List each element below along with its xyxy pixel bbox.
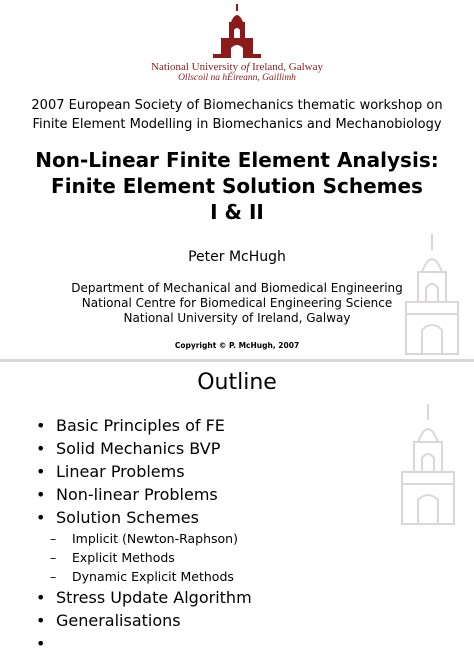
list-item: • Solution Schemes — [36, 508, 199, 527]
list-item: • Basic Principles of FE — [36, 416, 225, 435]
sub-list-item: – Implicit (Newton-Raphson) — [50, 531, 238, 546]
bullet-icon: • — [36, 485, 46, 504]
list-item: • Linear Problems — [36, 462, 185, 481]
bullet-icon: • — [36, 588, 46, 607]
list-item: • Generalisations — [36, 611, 181, 630]
bullet-icon: • — [36, 634, 46, 653]
sub-list-item: – Explicit Methods — [50, 550, 175, 565]
list-item: • Stress Update Algorithm — [36, 588, 252, 607]
dash-icon: – — [50, 569, 57, 584]
university-logo — [0, 4, 474, 83]
slide-title — [0, 147, 474, 225]
title-line: Finite Element Solution Schemes — [51, 174, 423, 198]
bullet-icon: • — [36, 462, 46, 481]
affiliation-line: Department of Mechanical and Biomedical Engineering — [71, 281, 403, 295]
dash-icon: – — [50, 550, 57, 565]
university-name: National University of Ireland, Galway — [151, 61, 323, 73]
tower-crest-icon — [207, 4, 267, 60]
bullet-icon: • — [36, 508, 46, 527]
outline-slide — [0, 362, 474, 653]
workshop-heading — [0, 96, 474, 134]
workshop-line: 2007 European Society of Biomechanics thematic workshop on — [31, 98, 443, 113]
outline-title: Outline — [197, 370, 277, 395]
author-name: Peter McHugh — [188, 249, 286, 265]
list-item: • Non-linear Problems — [36, 485, 218, 504]
dash-icon: – — [50, 531, 57, 546]
affiliation-line: National University of Ireland, Galway — [123, 311, 351, 325]
bullet-icon: • — [36, 416, 46, 435]
university-tower-watermark — [388, 402, 468, 527]
copyright-notice: Copyright © P. McHugh, 2007 — [174, 341, 300, 350]
bullet-icon: • — [36, 611, 46, 630]
list-item: • Solid Mechanics BVP — [36, 439, 221, 458]
title-line: I & II — [210, 200, 264, 224]
university-name-irish: Ollscoil na hÉireann, Gaillimh — [178, 73, 296, 83]
workshop-line: Finite Element Modelling in Biomechanics and Mechanobiology — [32, 117, 442, 132]
title-line: Non-Linear Finite Element Analysis: — [35, 148, 439, 172]
bullet-icon: • — [36, 439, 46, 458]
affiliation — [0, 281, 474, 326]
sub-list-item: – Dynamic Explicit Methods — [50, 569, 234, 584]
outline-list — [36, 414, 252, 653]
affiliation-line: National Centre for Biomedical Engineering Science — [81, 296, 393, 310]
